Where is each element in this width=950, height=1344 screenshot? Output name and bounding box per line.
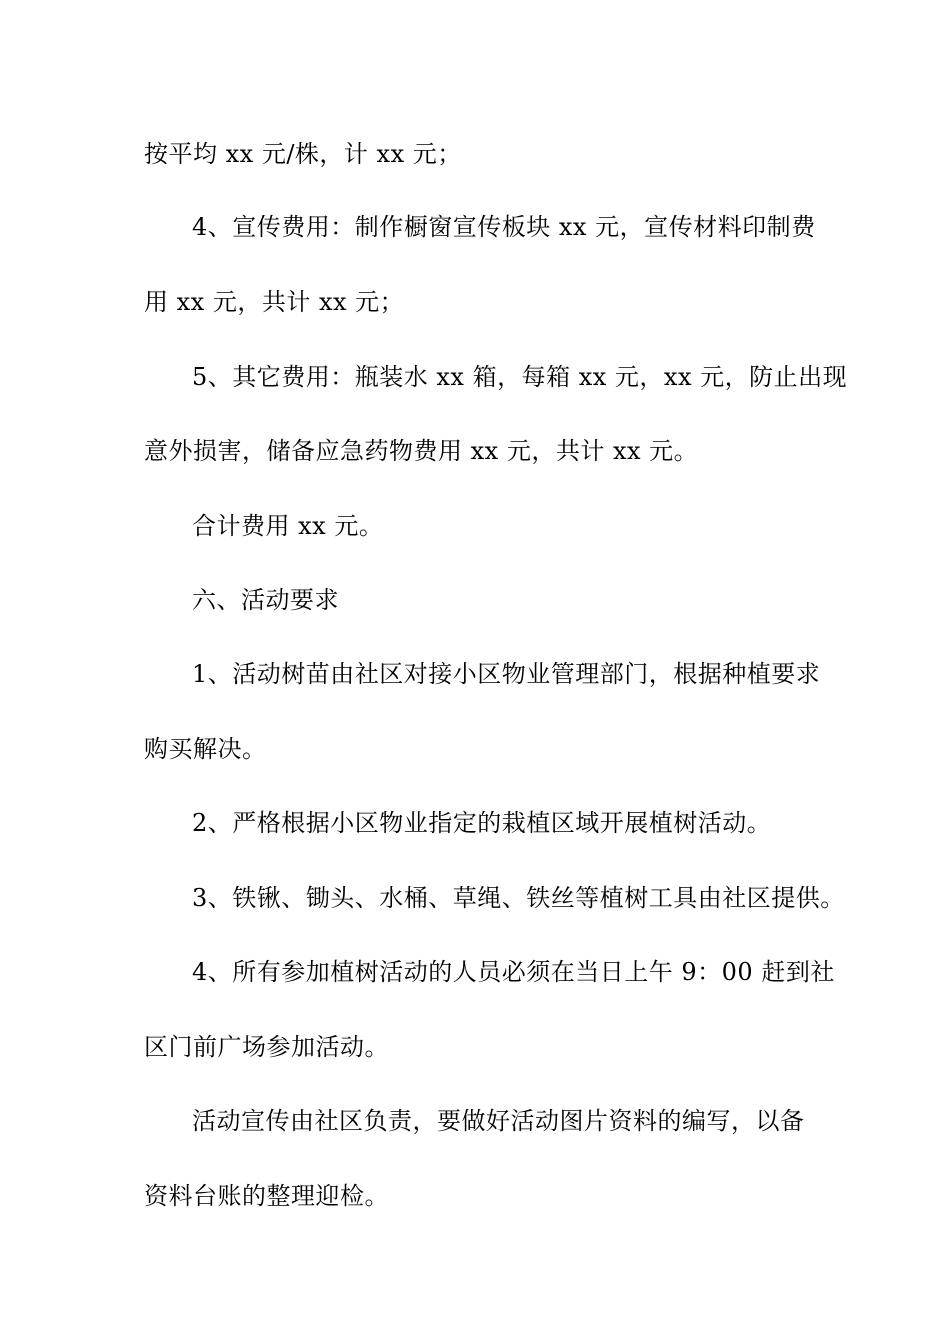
text-line-11: 3、铁锹、锄头、水桶、草绳、铁丝等植树工具由社区提供。 [192, 884, 845, 912]
text-line-3: 用 xx 元，共计 xx 元； [144, 288, 405, 316]
section-heading: 六、活动要求 [192, 586, 339, 614]
text-line-9: 购买解决。 [144, 735, 267, 763]
text-line-5: 意外损害，储备应急药物费用 xx 元，共计 xx 元。 [144, 437, 699, 465]
text-line-15: 资料台账的整理迎检。 [144, 1182, 389, 1210]
text-line-14: 活动宣传由社区负责，要做好活动图片资料的编写，以备 [192, 1107, 805, 1135]
text-line-1: 按平均 xx 元/株，计 xx 元； [144, 140, 462, 168]
text-line-12: 4、所有参加植树活动的人员必须在当日上午 9：00 赶到社 [192, 958, 835, 986]
text-line-8: 1、活动树苗由社区对接小区物业管理部门，根据种植要求 [192, 660, 821, 688]
text-line-4: 5、其它费用：瓶装水 xx 箱，每箱 xx 元，xx 元，防止出现 [192, 363, 848, 391]
text-line-6: 合计费用 xx 元。 [192, 512, 384, 540]
text-line-13: 区门前广场参加活动。 [144, 1033, 389, 1061]
text-line-10: 2、严格根据小区物业指定的栽植区域开展植树活动。 [192, 809, 772, 837]
text-line-2: 4、宣传费用：制作橱窗宣传板块 xx 元，宣传材料印制费 [192, 213, 816, 241]
